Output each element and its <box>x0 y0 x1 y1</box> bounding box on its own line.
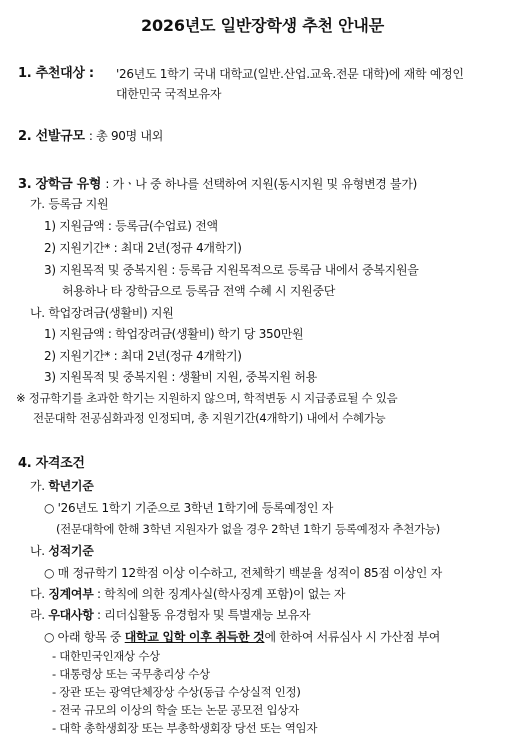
section-4-na-prefix: 나. <box>30 544 45 558</box>
section-1-line-2: 대한민국 국적보유자 <box>116 87 222 101</box>
section-4-ga-line: ○ '26년도 1학기 기준으로 3학년 1학기에 등록예정인 자 <box>44 501 333 515</box>
section-3-value: : 가ㆍ나 중 하나를 선택하여 지원(동시지원 및 유형변경 불가) <box>105 177 418 191</box>
section-4-ra-item-4: - 전국 규모의 이상의 학술 또는 논문 공모전 입상자 <box>52 703 299 717</box>
section-4-da-heading <box>30 586 345 602</box>
section-3-ga-item-2: 2) 지원기간* : 최대 2년(정규 4개학기) <box>44 241 242 255</box>
section-3-note-1: ※ 정규학기를 초과한 학기는 지원하지 않으며, 학적변동 시 지급종료될 수 있음 <box>16 391 398 405</box>
section-4-da-prefix: 다. <box>30 587 45 601</box>
section-2 <box>18 128 163 145</box>
section-3-na-item-3: 3) 지원목적 및 중복지원 : 생활비 지원, 중복지원 허용 <box>44 370 317 384</box>
section-4-ra-line-emphasis: 대학교 입학 이후 취득한 것 <box>124 630 265 644</box>
section-4-na-title: 성적기준 <box>48 544 94 558</box>
section-2-label: 2. 선발규모 <box>18 129 85 144</box>
section-3-ga-item-1: 1) 지원금액 : 등록금(수업료) 전액 <box>44 219 218 233</box>
section-3-na-title: 나. 학업장려금(생활비) 지원 <box>30 306 174 320</box>
section-4-ga-sub: (전문대학에 한해 3학년 지원자가 없을 경우 2학년 1학기 등록예정자 추천가능) <box>56 522 440 536</box>
section-3-na-item-1: 1) 지원금액 : 학업장려금(생활비) 학기 당 350만원 <box>44 327 304 341</box>
section-4-na-line: ○ 매 정규학기 12학점 이상 이수하고, 전체학기 백분율 성적이 85점 이상인 자 <box>44 566 442 580</box>
section-4-da-title: 징계여부 <box>48 587 94 601</box>
section-4-ra-title: 우대사항 <box>48 608 94 622</box>
section-3-na-item-2: 2) 지원기간* : 최대 2년(정규 4개학기) <box>44 349 242 363</box>
section-4-label: 4. 자격조건 <box>18 456 85 471</box>
section-3-note-2: 전문대학 전공심화과정 인정되며, 총 지원기간(4개학기) 내에서 수혜가능 <box>33 411 386 425</box>
section-4-ga-heading <box>30 478 94 494</box>
section-4-ra-line <box>44 629 440 645</box>
section-4-ga-title: 학년기준 <box>48 479 94 493</box>
section-3-label: 3. 장학금 유형 <box>18 177 102 192</box>
section-4-ra-item-2: - 대통령상 또는 국무총리상 수상 <box>52 667 210 681</box>
section-4-ra-line-pre: ○ 아래 항목 중 <box>44 630 125 644</box>
section-4-na-heading <box>30 543 94 559</box>
section-4-ga-prefix: 가. <box>30 479 45 493</box>
section-4-ra-value: : 리더십활동 유경험자 및 특별재능 보유자 <box>97 608 311 622</box>
section-4-ra-heading <box>30 607 310 623</box>
section-2-value: : 총 90명 내외 <box>88 129 164 143</box>
section-3-ga-title: 가. 등록금 지원 <box>30 197 109 211</box>
section-4-ra-item-1: - 대한민국인재상 수상 <box>52 649 160 663</box>
section-3-ga-item-3-cont: 허용하나 타 장학금으로 등록금 전액 수혜 시 지원중단 <box>62 284 336 298</box>
section-4-da-value: : 학칙에 의한 징계사실(학사징계 포함)이 없는 자 <box>97 587 346 601</box>
section-4-ra-prefix: 라. <box>30 608 45 622</box>
section-3-ga-item-3: 3) 지원목적 및 중복지원 : 등록금 지원목적으로 등록금 내에서 중복지원을 <box>44 263 419 277</box>
section-1-label: 1. 추천대상 : <box>18 66 94 81</box>
section-4-ra-item-5: - 대학 총학생회장 또는 부총학생회장 당선 또는 역임자 <box>52 721 318 735</box>
section-4-ra-item-3: - 장관 또는 광역단체장상 수상(동급 수상실적 인정) <box>52 685 301 699</box>
document-title: 2026년도 일반장학생 추천 안내문 <box>141 16 384 35</box>
section-3 <box>18 176 417 193</box>
section-4-ra-line-post: 에 한하여 서류심사 시 가산점 부여 <box>264 630 441 644</box>
section-1-line-1: '26년도 1학기 국내 대학교(일반.산업.교육.전문 대학)에 재학 예정인 <box>116 67 464 81</box>
